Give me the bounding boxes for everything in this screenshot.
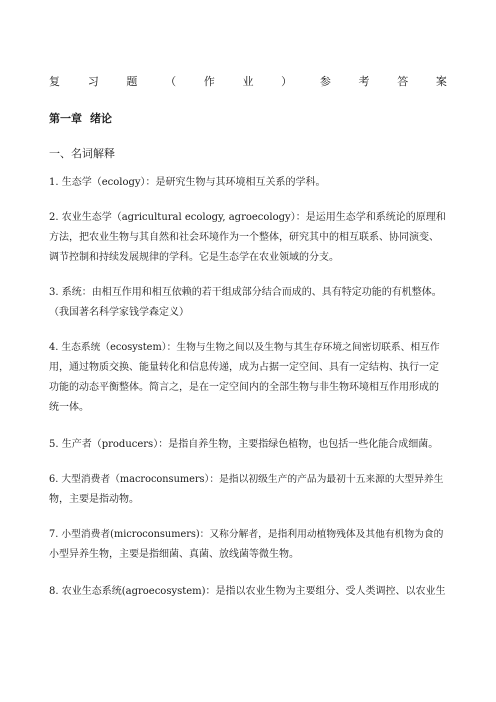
entry-line: 用，通过物质交换、能量转化和信息传递，成为占据一定空间、具有一定结构、执行一定 [49,362,439,373]
title-char: 参 [319,75,331,88]
title-char: ） [281,75,293,88]
title-char: 考 [358,75,370,88]
entry-line: 调节控制和持续发展规律的学科。它是生态学在农业领域的分支。 [49,252,339,263]
entry-line: 统一体。 [49,402,89,413]
title-char: 案 [435,75,447,88]
entry-line: 5. 生产者（producers）：是指自养生物，主要指绿色植物，也包括一些化能合成细菌。 [49,439,439,450]
title-char: 答 [397,75,409,88]
entry-5-producers [49,435,447,455]
entry-1-ecology [49,173,447,193]
entry-7-microconsumers [49,525,447,565]
title-char: 作 [203,75,215,88]
chapter-heading [49,110,112,126]
entry-line: 1. 生态学（ecology）：是研究生物与其环境相互关系的学科。 [49,177,326,188]
entry-line: 8. 农业生态系统(agroecosystem)：是指以农业生物为主要组分、受人类调控、以农业生 [49,586,446,597]
entry-4-ecosystem [49,338,447,418]
entry-6-macroconsumers [49,470,447,510]
entry-line: 小型异养生物，主要是指细菌、真菌、放线菌等微生物。 [49,549,299,560]
entry-8-agroecosystem [49,582,447,602]
entry-line: 3. 系统：由相互作用和相互依赖的若干组成部分结合而成的、具有特定功能的有机整体。 [49,287,442,298]
document-title [49,73,447,89]
entry-line: 方法，把农业生物与其自然和社会环境作为一个整体，研究其中的相互联系、协同演变、 [49,232,439,243]
entry-line: 4. 生态系统（ecosystem）：生物与生物之间以及生物与其生存环境之间密切联系、相互作 [49,342,440,353]
title-char: 复 [49,75,60,88]
section-heading: 一、名词解释 [49,147,115,160]
entry-line: 6. 大型消费者（macroconsumers）：是指以初级生产的产品为最初十五来源的大型异养生 [49,474,444,485]
chapter-title: 绪论 [90,112,112,125]
entry-line: （我国著名科学家钱学森定义） [49,307,189,318]
title-char: 业 [242,75,254,88]
entry-line: 2. 农业生态学（agricultural ecology, agroecology）：是运用生态学和系统论的原理和 [49,212,446,223]
entry-3-system [49,283,447,323]
entry-line: 7. 小型消费者(microconsumers)：又称分解者，是指利用动植物残体及其他有机物为食的 [49,529,444,540]
title-char: 题 [126,75,138,88]
entry-line: 功能的动态平衡整体。简言之，是在一定空间内的全部生物与非生物环境相互作用形成的 [49,382,439,393]
entry-line: 物，主要是指动物。 [49,494,139,505]
title-char: 习 [87,75,99,88]
title-char: （ [165,75,177,88]
chapter-number: 第一章 [49,112,82,125]
entry-2-agroecology [49,208,447,268]
